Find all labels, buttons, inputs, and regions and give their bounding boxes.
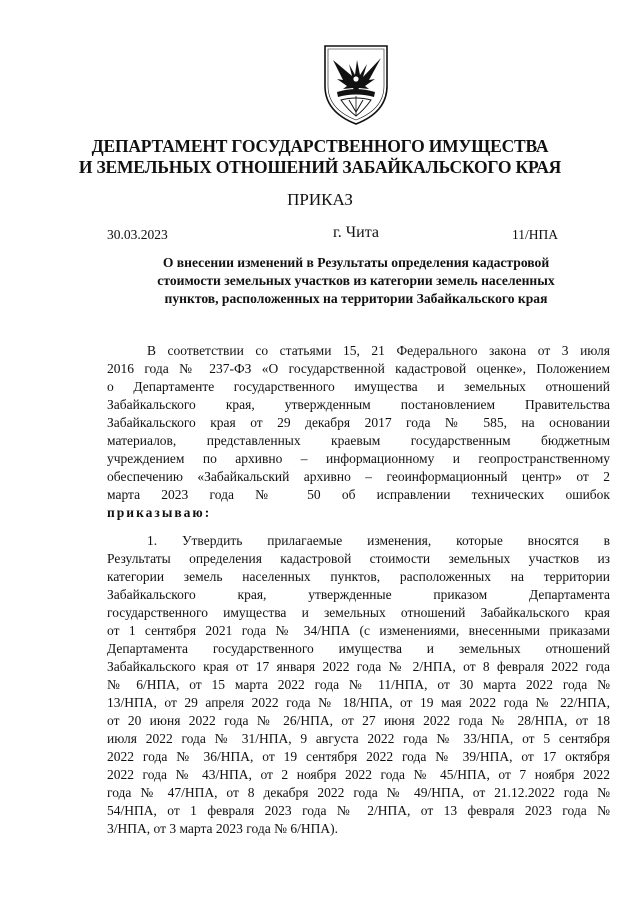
item-1-line: Забайкальского края, утвержденные приказом Департамента	[107, 587, 610, 602]
subject-line-1: О внесении изменений в Результаты определения кадастровой	[162, 255, 550, 270]
preamble-line: обеспечению «Забайкальский архивно – геоинформационный центр» от 2	[107, 469, 610, 484]
item-1-line: 2022 года № 36/НПА, от 19 сентября 2022 года № 39/НПА, от 17 октября	[107, 749, 610, 764]
item-1-line: года № 47/НПА, от 8 декабря 2022 года № 49/НПА, от 21.12.2022 года №	[107, 785, 610, 800]
item-1-paragraph	[107, 532, 610, 838]
item-1-line: 13/НПА, от 29 апреля 2022 года № 18/НПА, от 19 мая 2022 года № 22/НПА,	[107, 695, 610, 710]
preamble-line: Забайкальского края, утвержденным постановлением Правительства	[107, 397, 610, 412]
organization-title-line-2: И ЗЕМЕЛЬНЫХ ОТНОШЕНИЙ ЗАБАЙКАЛЬСКОГО КРАЯ	[78, 157, 562, 177]
document-type: ПРИКАЗ	[287, 190, 353, 209]
preamble-line: В соответствии со статьями 15, 21 Федерального закона от 3 июля	[147, 343, 610, 358]
item-1-line: от 20 июня 2022 года № 26/НПА, от 27 июня 2022 года № 28/НПА, от 18	[107, 713, 610, 728]
preamble-paragraph	[107, 342, 610, 522]
item-1-line: № 6/НПА, от 15 марта 2022 года № 11/НПА, от 30 марта 2022 года №	[107, 677, 610, 692]
preamble-line: материалов, представленных краевым государственным бюджетным	[107, 433, 610, 448]
item-1-line: 54/НПА, от 1 февраля 2023 года № 2/НПА, от 13 февраля 2023 года №	[107, 803, 610, 818]
item-1-line: государственного имущества и земельных отношений Забайкальского края	[107, 605, 610, 620]
preamble-line: марта 2023 года № 50 об исправлении технических ошибок	[107, 487, 610, 502]
organization-title-line-1: ДЕПАРТАМЕНТ ГОСУДАРСТВЕННОГО ИМУЩЕСТВА	[91, 136, 549, 156]
preamble-line: о Департаменте государственного имущества и земельных отношений	[107, 379, 610, 394]
preamble-line: 2016 года № 237-ФЗ «О государственной кадастровой оценке», Положением	[107, 361, 610, 376]
item-1-line: категории земель населенных пунктов, расположенных на территории	[107, 569, 610, 584]
zabaykalsky-krai-coat-of-arms-icon	[319, 42, 393, 126]
item-1-line: Департамента государственного имущества и земельных отношений	[107, 641, 610, 656]
subject-line-3: пунктов, расположенных на территории Забайкальского края	[164, 291, 548, 306]
item-1-line: Результаты определения кадастровой стоимости земельных участков из	[107, 551, 610, 566]
document-number: 11/НПА	[512, 227, 558, 242]
item-1-line: от 1 сентября 2021 года № 34/НПА (с изменениями, внесенными приказами	[107, 623, 610, 638]
document-subject	[0, 254, 640, 308]
subject-line-2: стоимости земельных участков из категории земель населенных	[157, 273, 555, 288]
document-date: 30.03.2023	[107, 227, 168, 242]
item-1-line: июля 2022 года № 31/НПА, 9 августа 2022 года № 33/НПА, от 5 сентября	[107, 731, 610, 746]
document-city: г. Чита	[332, 224, 379, 241]
item-1-line: Забайкальского края от 17 января 2022 года № 2/НПА, от 8 февраля 2022 года	[107, 659, 610, 674]
item-1-line: 2022 года № 43/НПА, от 2 ноября 2022 года № 45/НПА, от 7 ноября 2022	[107, 767, 610, 782]
organization-title	[0, 136, 640, 178]
order-word: приказываю:	[107, 505, 212, 520]
preamble-line: Забайкальского края от 29 декабря 2017 года № 585, на основании	[107, 415, 610, 430]
item-1-line: 1. Утвердить прилагаемые изменения, которые вносятся в	[147, 533, 610, 548]
preamble-line: учреждением по архивно – информационному и геопространственному	[107, 451, 610, 466]
item-1-line: 3/НПА, от 3 марта 2023 года № 6/НПА).	[107, 821, 338, 836]
